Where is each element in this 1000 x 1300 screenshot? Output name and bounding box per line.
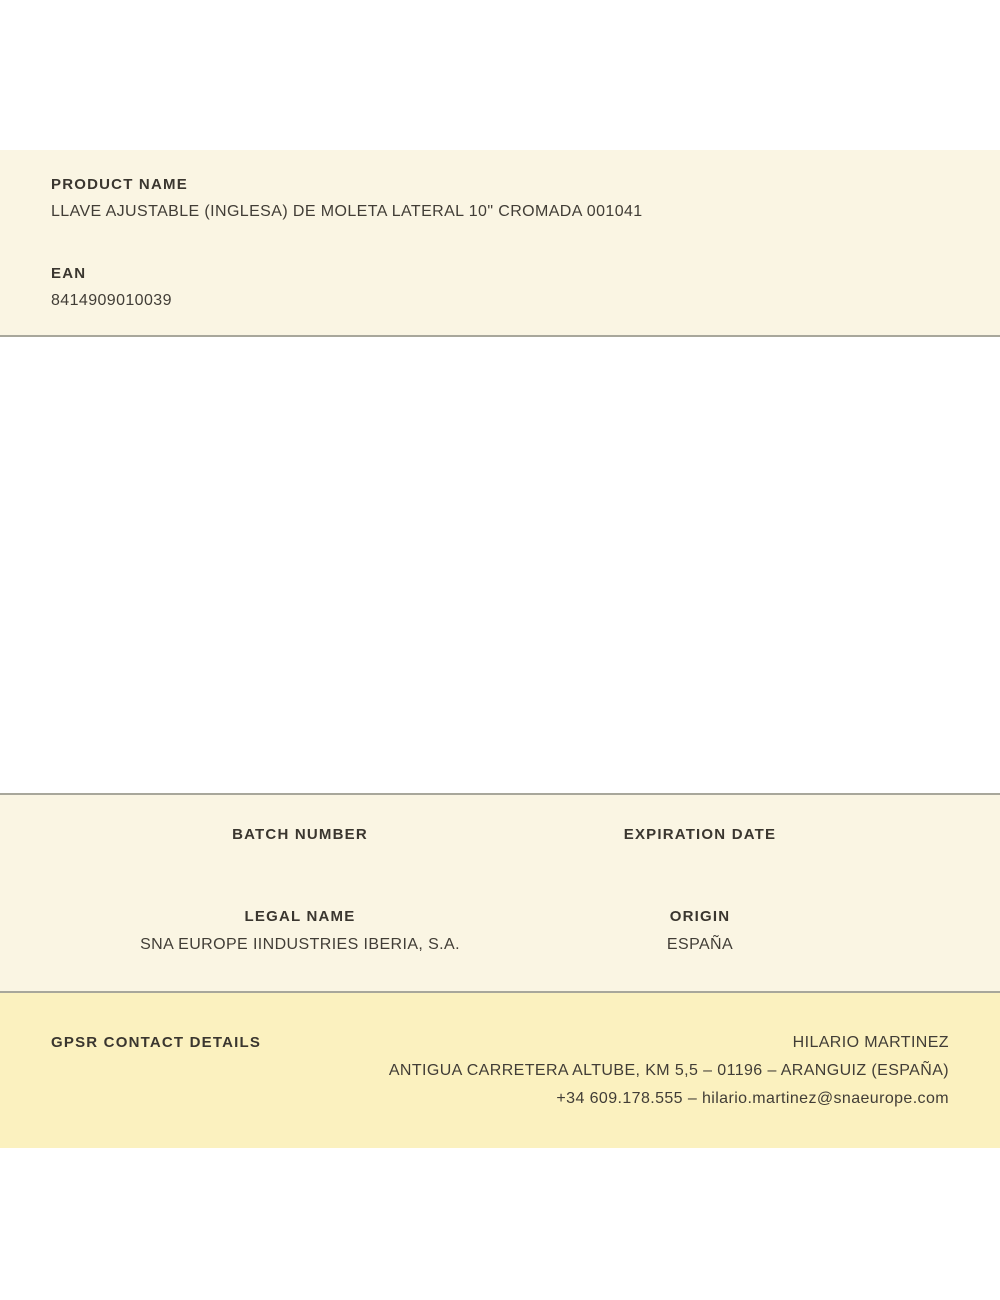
ean-field (51, 264, 949, 311)
ean-label: EAN (51, 265, 87, 282)
batch-number-value (100, 853, 500, 873)
contact-phone-email: +34 609.178.555 – hilario.martinez@snaeurope.com (556, 1090, 949, 1107)
details-section (0, 793, 1000, 993)
contact-person-name: HILARIO MARTINEZ (792, 1034, 949, 1051)
gpsr-contact-section (0, 993, 1000, 1148)
expiration-date-value (500, 853, 900, 873)
legal-name-label: LEGAL NAME (244, 908, 356, 925)
ean-value: 8414909010039 (51, 292, 172, 309)
legal-name-field (100, 907, 500, 955)
gpsr-contact-details-label: GPSR CONTACT DETAILS (51, 1034, 262, 1051)
expiration-date-label: EXPIRATION DATE (623, 826, 777, 843)
batch-number-field (100, 825, 500, 873)
product-name-field (51, 175, 949, 222)
product-name-label: PRODUCT NAME (51, 176, 188, 193)
origin-field (500, 907, 900, 955)
expiration-date-field (500, 825, 900, 873)
contact-header-row (51, 1029, 949, 1057)
product-section (0, 150, 1000, 337)
origin-value: ESPAÑA (666, 936, 734, 953)
batch-number-label: BATCH NUMBER (232, 826, 368, 843)
contact-address: ANTIGUA CARRETERA ALTUBE, KM 5,5 – 01196 – ARANGUIZ (ESPAÑA) (388, 1062, 949, 1079)
origin-label: ORIGIN (669, 908, 731, 925)
legal-name-value: SNA EUROPE IINDUSTRIES IBERIA, S.A. (140, 936, 460, 953)
product-name-value: LLAVE AJUSTABLE (INGLESA) DE MOLETA LATERAL 10" CROMADA 001041 (51, 203, 643, 220)
details-grid (100, 825, 900, 955)
